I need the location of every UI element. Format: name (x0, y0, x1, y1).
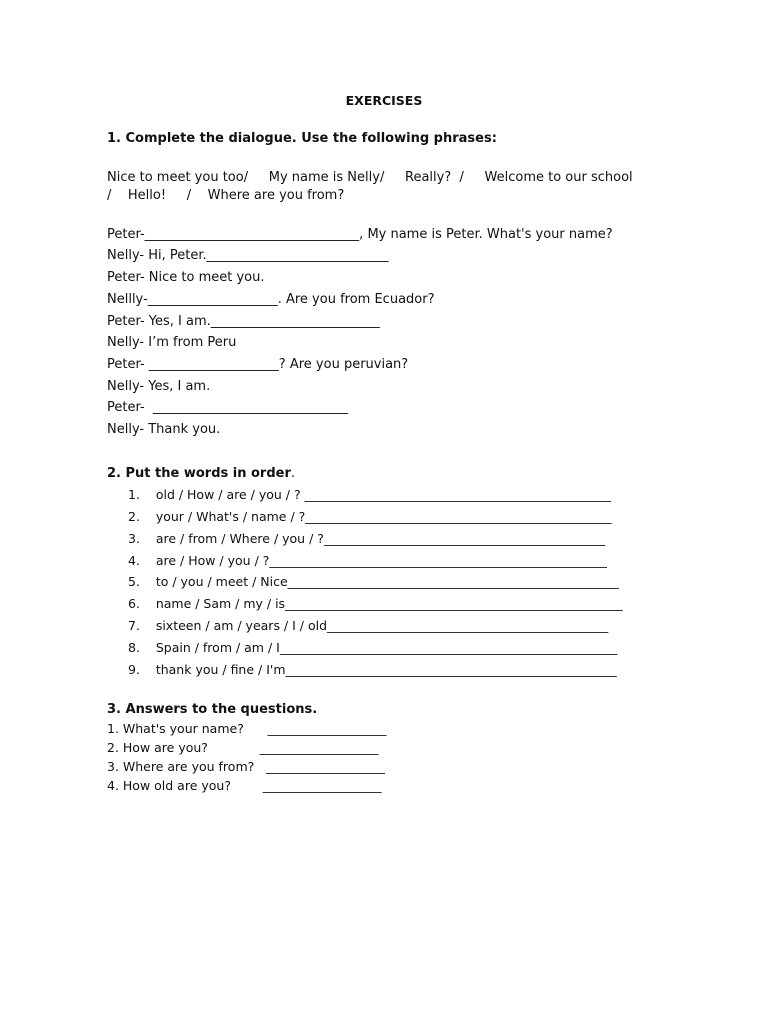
dialogue-line: Peter- Yes, I am.__________________________ (107, 314, 380, 329)
dialogue-line: Nelly- Thank you. (107, 422, 221, 437)
dialogue-line: Peter- ____________________? Are you peruvian? (107, 357, 409, 372)
dialogue-line: Peter-_________________________________, My name is Peter. What's your name? (107, 227, 613, 242)
dialogue-line: Peter- Nice to meet you. (107, 270, 265, 285)
dialogue-line: Nelly- I’m from Peru (107, 335, 237, 350)
dialogue-line: Nellly-____________________. Are you from Ecuador? (107, 292, 435, 307)
order-item: 3. are / from / Where / you / ?_____________________________________________ (128, 531, 606, 546)
question-line: 3. Where are you from? ___________________ (107, 759, 385, 774)
order-item: 2. your / What's / name / ?_________________________________________________ (128, 509, 612, 524)
phrases-line-2: / Hello! / Where are you from? (107, 188, 345, 203)
section2-heading-period: . (290, 466, 296, 481)
order-item: 7. sixteen / am / years / I / old_____________________________________________ (128, 618, 609, 633)
dialogue-line: Nelly- Yes, I am. (107, 379, 211, 394)
section2-heading-text: 2. Put the words in order (107, 466, 291, 481)
section1-heading: 1. Complete the dialogue. Use the following phrases: (107, 131, 497, 146)
order-item: 6. name / Sam / my / is______________________________________________________ (128, 596, 623, 611)
dialogue-line: Peter- ______________________________ (107, 400, 348, 415)
page-title: EXERCISES (345, 93, 423, 108)
section2-heading (107, 466, 295, 482)
phrases-line-1: Nice to meet you too/ My name is Nelly/ Really? / Welcome to our school (107, 170, 633, 185)
dialogue-line: Nelly- Hi, Peter.____________________________ (107, 248, 389, 263)
section3-heading: 3. Answers to the questions. (107, 702, 318, 717)
question-line: 1. What's your name? ___________________ (107, 721, 387, 736)
order-item: 1. old / How / are / you / ? _________________________________________________ (128, 487, 611, 502)
order-item: 9. thank you / fine / I'm_____________________________________________________ (128, 662, 617, 677)
order-item: 8. Spain / from / am / I______________________________________________________ (128, 640, 618, 655)
order-item: 4. are / How / you / ?______________________________________________________ (128, 553, 607, 568)
order-item: 5. to / you / meet / Nice_____________________________________________________ (128, 574, 619, 589)
question-line: 2. How are you? ___________________ (107, 740, 379, 755)
question-line: 4. How old are you? ___________________ (107, 778, 382, 793)
